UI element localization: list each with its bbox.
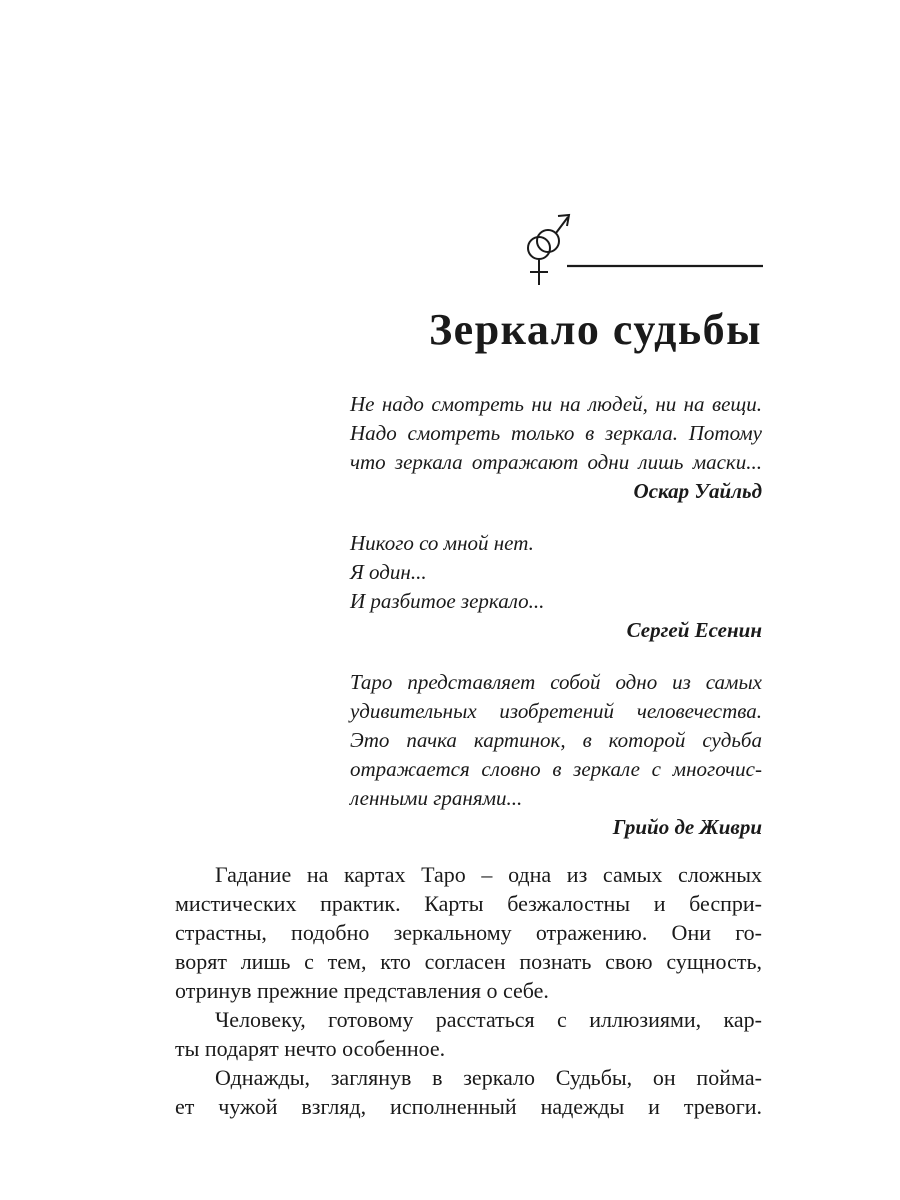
paragraph-line: Человеку, готовому расстаться с иллюзиями, кар- [215, 1007, 762, 1032]
epigraph-author: Оскар Уайльд [633, 479, 762, 503]
epigraph-line: Таро представляет собой одно из самых [350, 670, 762, 694]
paragraph-line: страстны, подобно зеркальному отражению. Они го- [175, 920, 762, 945]
epigraph-line: Никого со мной нет. [350, 531, 534, 555]
epigraph-line: И разбитое зеркало... [350, 589, 545, 613]
epigraph-line: что зеркала отражают одни лишь маски... [350, 450, 762, 474]
paragraph-line: мистических практик. Карты безжалостны и беспри- [175, 891, 762, 916]
paragraph-line: ворят лишь с тем, кто согласен познать свою сущность, [175, 949, 762, 974]
epigraph-esenin [350, 529, 762, 645]
body-text [175, 860, 762, 1121]
epigraph-line: ленными гранями... [350, 786, 523, 810]
paragraph-line: ет чужой взгляд, исполненный надежды и тревоги. [175, 1094, 762, 1119]
paragraph-line: отринув прежние представления о себе. [175, 978, 549, 1003]
paragraph-line: ты подарят нечто особенное. [175, 1036, 446, 1061]
epigraph-line: удивительных изобретений человечества. [350, 699, 762, 723]
male-female-symbols-icon [520, 205, 765, 295]
epigraph-author: Грийо де Живри [612, 815, 762, 839]
epigraph-givry [350, 668, 762, 842]
epigraph-line: Не надо смотреть ни на людей, ни на вещи. [350, 392, 762, 416]
epigraph-author: Сергей Есенин [626, 618, 762, 642]
paragraph-line: Однажды, заглянув в зеркало Судьбы, он поймa- [215, 1065, 762, 1090]
epigraph-line: Это пачка картинок, в которой судьба [350, 728, 762, 752]
paragraph-line: Гадание на картах Таро – одна из самых сложных [215, 862, 762, 887]
epigraph-line: отражается словно в зеркале с многочис- [350, 757, 762, 781]
epigraph-line: Надо смотреть только в зеркала. Потому [350, 421, 762, 445]
epigraph-wilde [350, 390, 762, 506]
chapter-title: Зеркало судьбы [428, 305, 762, 354]
epigraph-line: Я один... [350, 560, 427, 584]
